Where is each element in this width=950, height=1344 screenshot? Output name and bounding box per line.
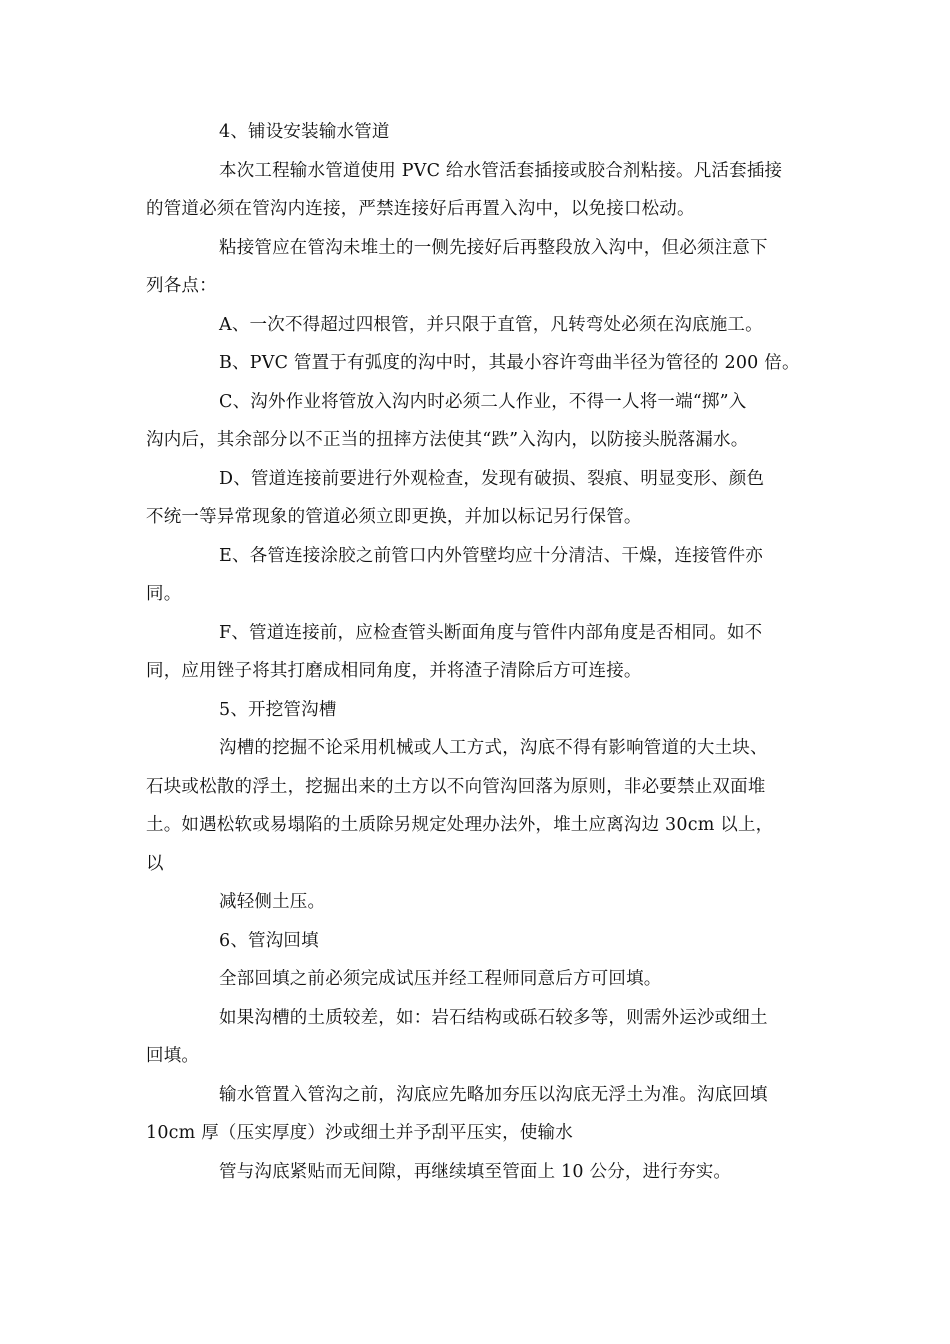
list-item-c-continued: 沟内后，其余部分以不正当的扭摔方法使其“跌”入沟内，以防接头脱落漏水。 — [146, 430, 749, 450]
paragraph-line: 本次工程输水管道使用 PVC 给水管活套插接或胶合剂粘接。凡活套插接 — [219, 161, 783, 181]
heading-4: 4、铺设安装输水管道 — [219, 122, 390, 142]
paragraph-line: 如果沟槽的土质较差，如：岩石结构或砾石较多等，则需外运沙或细土 — [219, 1008, 768, 1028]
list-item-d: D、管道连接前要进行外观检查，发现有破损、裂痕、明显变形、颜色 — [219, 469, 765, 489]
list-item-a: A、一次不得超过四根管，并只限于直管，凡转弯处必须在沟底施工。 — [219, 315, 763, 335]
paragraph-line: 10cm 厚（压实厚度）沙或细土并予刮平压实，使输水 — [146, 1123, 573, 1143]
paragraph-line: 回填。 — [146, 1046, 200, 1066]
paragraph-line: 的管道必须在管沟内连接，严禁连接好后再置入沟中，以免接口松动。 — [146, 199, 695, 219]
paragraph-line: 管与沟底紧贴而无间隙，再继续填至管面上 10 公分，进行夯实。 — [219, 1162, 732, 1182]
paragraph-line: 粘接管应在管沟未堆土的一侧先接好后再整段放入沟中，但必须注意下 — [219, 238, 768, 258]
paragraph-line: 土。如遇松软或易塌陷的土质除另规定处理办法外，堆土应离沟边 30cm 以上， — [146, 815, 774, 835]
list-item-c: C、沟外作业将管放入沟内时必须二人作业，不得一人将一端“掷”入 — [219, 392, 747, 412]
paragraph-line: 输水管置入管沟之前，沟底应先略加夯压以沟底无浮土为准。沟底回填 — [219, 1085, 768, 1105]
paragraph-line: 石块或松散的浮土，挖掘出来的土方以不向管沟回落为原则，非必要禁止双面堆 — [146, 777, 766, 797]
list-item-e: E、各管连接涂胶之前管口内外管壁均应十分清洁、干燥，连接管件亦 — [219, 546, 763, 566]
paragraph-line: 以 — [146, 854, 164, 874]
list-item-e-continued: 同。 — [146, 584, 182, 604]
list-item-b: B、PVC 管置于有弧度的沟中时，其最小容许弯曲半径为管径的 200 倍。 — [219, 353, 800, 373]
list-item-f: F、管道连接前，应检查管头断面角度与管件内部角度是否相同。如不 — [219, 623, 763, 643]
heading-5: 5、开挖管沟槽 — [219, 700, 337, 720]
paragraph-line: 全部回填之前必须完成试压并经工程师同意后方可回填。 — [219, 969, 662, 989]
list-item-d-continued: 不统一等异常现象的管道必须立即更换，并加以标记另行保管。 — [146, 507, 642, 527]
paragraph-line: 减轻侧土压。 — [219, 892, 326, 912]
paragraph-line: 列各点： — [146, 276, 217, 296]
list-item-f-continued: 同，应用锉子将其打磨成相同角度，并将渣子清除后方可连接。 — [146, 661, 642, 681]
heading-6: 6、管沟回填 — [219, 931, 319, 951]
paragraph-line: 沟槽的挖掘不论采用机械或人工方式，沟底不得有影响管道的大土块、 — [219, 738, 768, 758]
